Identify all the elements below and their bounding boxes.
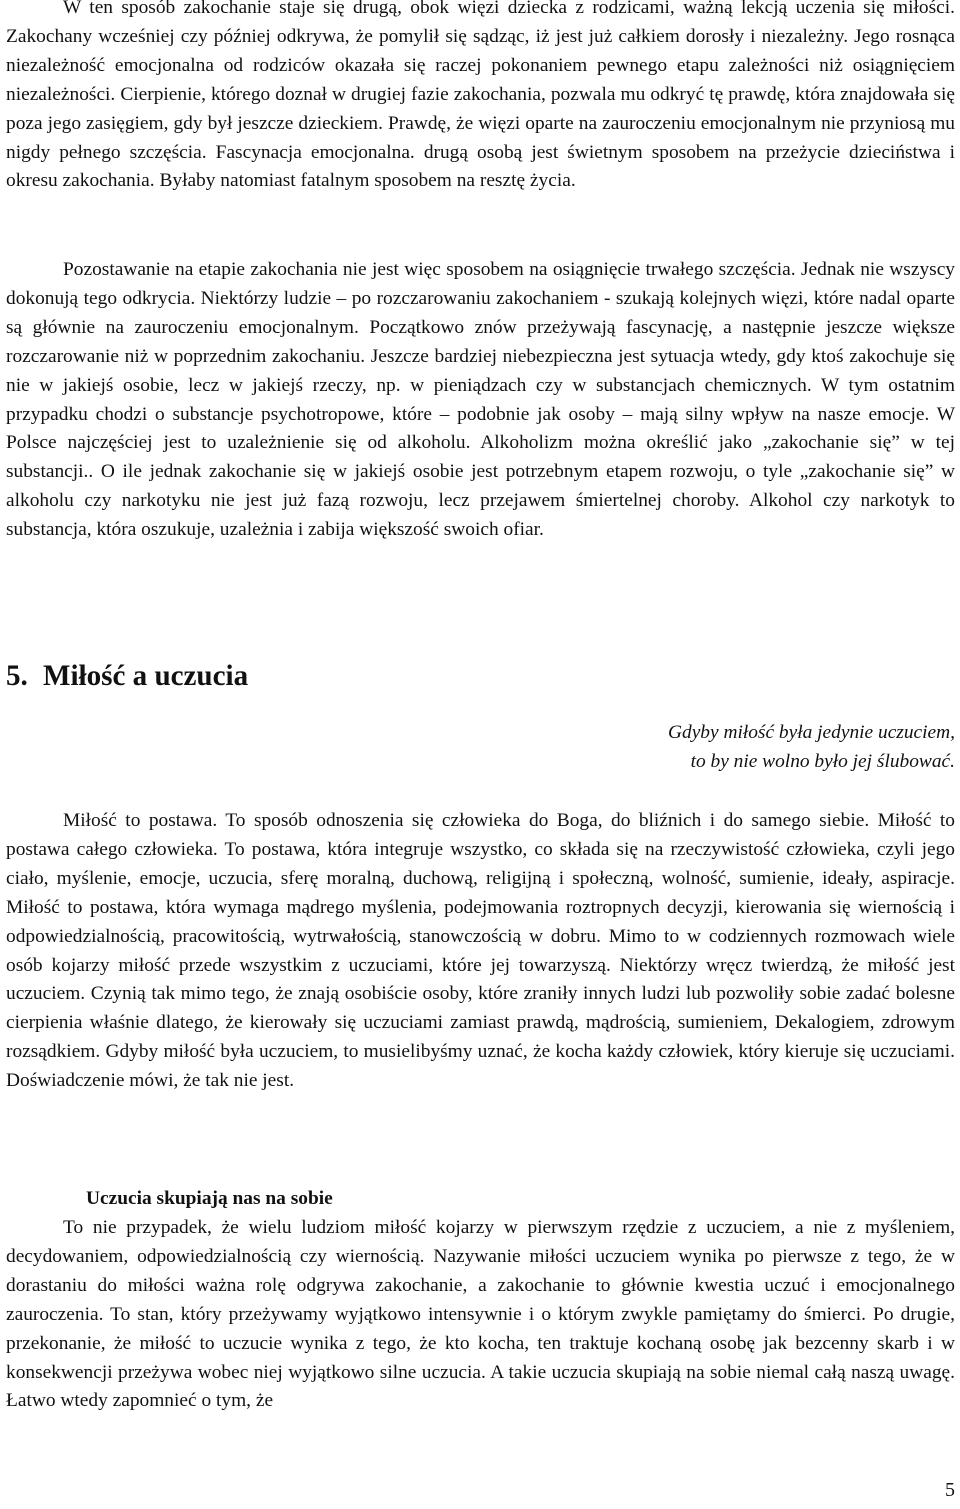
document-page [6, 0, 955, 1509]
page-number: 5 [945, 1479, 955, 1501]
epigraph [668, 719, 955, 777]
paragraph-milosc-postawa: Miłość to postawa. To sposób odnoszenia się człowieka do Boga, do bliźnich i do samego siebie. Miłość to postawa całego człowieka. To postawa, która integruje wszystko, co składa się na rzeczywistość człowieka, czyli jego ciało, myślenie, emocje, uczucia, sferę moralną, duchową, religijną i społeczną, wolność, sumienie, ideały, aspiracje. Miłość to postawa, która wymaga mądrego myślenia, podejmowania roztropnych decyzji, kierowania się wiernością i odpowiedzialnością, pracowitością, wytrwałością, stanowczością w dobru. Mimo to w codziennych rozmowach wiele osób kojarzy miłość przede wszystkim z uczuciami, które jej towarzyszą. Niektórzy wręcz twierdzą, że miłość jest uczuciem. Czynią tak mimo tego, że znają osobiście osoby, które zraniły innych ludzi lub pozwoliły sobie zadać bolesne cierpienia właśnie dlatego, że kierowały się uczuciami zamiast prawdą, mądrością, sumieniem, Dekalogiem, zdrowym rozsądkiem. Gdyby miłość była uczuciem, to musielibyśmy uznać, że kocha każdy człowiek, który kieruje się uczuciami. Doświadczenie mówi, że tak nie jest. [6, 810, 955, 1092]
paragraph-nie-przypadek: To nie przypadek, że wielu ludziom miłość kojarzy w pierwszym rzędzie z uczuciem, a nie z myśleniem, decydowaniem, odpowiedzialnością czy wiernością. Nazywanie miłości uczuciem wynika po pierwsze z tego, że w dorastaniu do miłości ważna rolę odgrywa zakochanie, a zakochanie to głównie kwestia uczuć i emocjonalnego zauroczenia. To stan, który przeżywamy wyjątkowo intensywnie i o którym zwykle pamiętamy do śmierci. Po drugie, przekonanie, że miłość to uczucie wynika z tego, że kto kocha, ten traktuje kochaną osobę jak bezcenny skarb i w konsekwencji przeżywa wobec niej wyjątkowo silne uczucia. A takie uczucia skupiają na sobie niemal całą naszą uwagę. Łatwo wtedy zapomnieć o tym, że [6, 1217, 955, 1412]
section-number: 5. [6, 660, 28, 692]
epigraph-line-1: Gdyby miłość była jedynie uczuciem, [668, 722, 955, 743]
paragraph-pozostawanie: Pozostawanie na etapie zakochania nie jest więc sposobem na osiągnięcie trwałego szczęścia. Jednak nie wszyscy dokonują tego odkrycia. Niektórzy ludzie – po rozczarowaniu zakochaniem - szukają kolejnych więzi, które nadal oparte są głównie na zauroczeniu emocjonalnym. Początkowo znów przeżywają fascynację, a następnie jeszcze większe rozczarowanie niż w poprzednim zakochaniu. Jeszcze bardziej niebezpieczna jest sytuacja wtedy, gdy ktoś zakochuje się nie w jakiejś osobie, lecz w jakiejś rzeczy, np. w pieniądzach czy w substancjach chemicznych. W tym ostatnim przypadku chodzi o substancje psychotropowe, które – podobnie jak osoby – mają silny wpływ na nasze emocje. W Polsce najczęściej jest to uzależnienie się od alkoholu. Alkoholizm można określić jako „zakochanie się” w tej substancji.. O ile jednak zakochanie się w jakiejś osobie jest potrzebnym etapem rozwoju, o tyle „zakochanie się” w alkoholu czy narkotyku nie jest już fazą rozwoju, lecz przejawem śmiertelnej choroby. Alkohol czy narkotyk to substancja, która oszukuje, uzależnia i zabija większość swoich ofiar. [6, 259, 955, 541]
paragraph-zakochanie-lekcja: W ten sposób zakochanie staje się drugą, obok więzi dziecka z rodzicami, ważną lekcją uczenia się miłości. Zakochany wcześniej czy później odkrywa, że pomylił się sądząc, iż jest już całkiem dorosły i niezależny. Jego rosnąca niezależność emocjonalna od rodziców okazała się raczej pokonaniem pewnego etapu zależności niż osiągnięciem niezależności. Cierpienie, którego doznał w drugiej fazie zakochania, pozwala mu odkryć tę prawdę, która znajdowała się poza jego zasięgiem, gdy był jeszcze dzieckiem. Prawdę, że więzi oparte na zauroczeniu emocjonalnym nie przyniosą mu nigdy pełnego szczęścia. Fascynacja emocjonalna. drugą osobą jest świetnym sposobem na przeżycie dzieciństwa i okresu zakochania. Byłaby natomiast fatalnym sposobem na resztę życia. [6, 0, 955, 192]
section-title: Miłość a uczucia [43, 660, 249, 692]
epigraph-line-2: to by nie wolno było jej ślubować. [690, 750, 955, 772]
section-heading [6, 662, 248, 691]
subheading: Uczucia skupiają nas na sobie [86, 1188, 333, 1209]
